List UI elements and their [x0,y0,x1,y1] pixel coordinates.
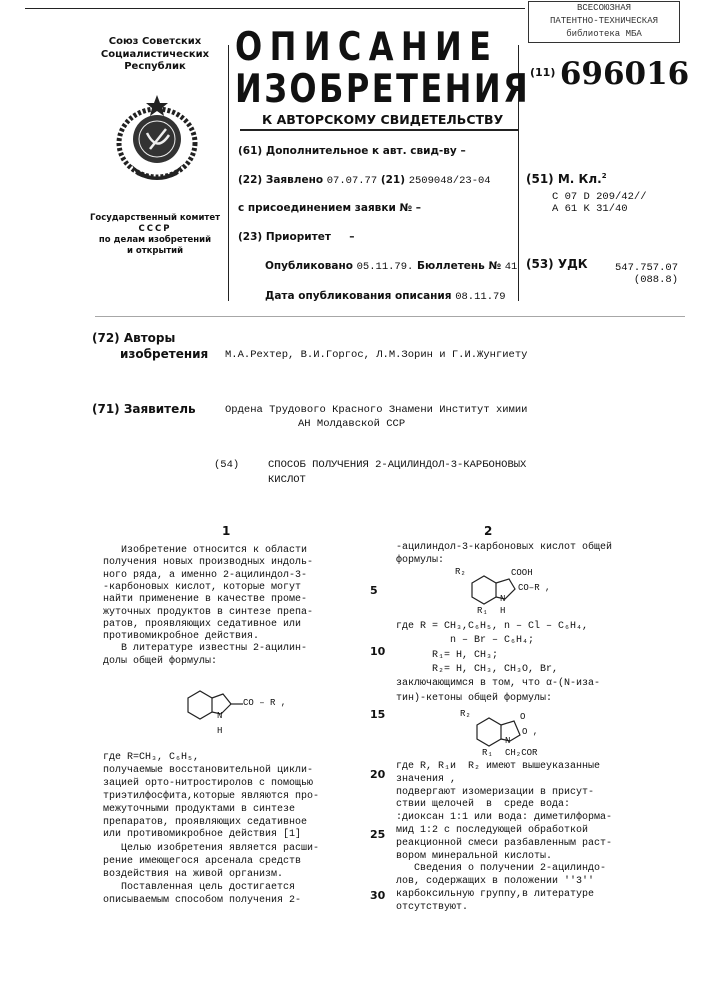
field-51 [526,172,607,186]
invention-title-code: (54) [214,459,239,471]
text-line: тин)-кетоны общей формулы: [396,693,552,705]
field-sup: 2 [602,172,607,180]
invention-title-line: КИСЛОТ [268,474,306,486]
udc-code: (088.8) [600,274,678,286]
field-desc-date [265,290,506,303]
text-line: жуточных продуктов в синтезе препа- [103,607,313,619]
formula-atom: R₂ [460,709,471,720]
column-number-2: 2 [484,524,492,538]
header-bottom-rule [95,316,685,317]
formula-2-acylindole [183,686,333,738]
stamp-line: ВСЕСОЮЗНАЯ [529,2,679,15]
text-line: n – Br – C₆H₄; [396,635,534,647]
text-line: ствии щелочей в среде вода: [396,799,570,811]
field-value: 41 [505,261,518,273]
formula-group: CO – R , [243,698,286,709]
text-line: реакционной смеси разбавленным раст- [396,838,612,850]
field-22-21 [238,174,491,187]
ipc-code: A 61 K 31/40 [552,203,647,215]
ipc-codes [552,191,647,215]
field-value: 05.11.79. [357,261,414,273]
committee-line: по делам изобретений [80,235,230,246]
formula-atom: H [500,606,505,617]
applicant-label: (71) Заявитель [92,402,196,416]
field-published [265,260,517,273]
text-line: карбоксильную группу,в литературе [396,889,594,901]
formula-isatin-ketone [460,709,610,759]
formula-atom: O [520,712,525,723]
line-number: 20 [370,768,385,781]
field-label: Дата опубликования описания [265,290,452,302]
field-join [238,202,421,214]
text-line: получаемые восстановительной цикли- [103,765,313,777]
field-23 [238,231,354,243]
applicant-line: Ордена Трудового Красного Знамени Институт химии [225,404,527,416]
text-line: ного ряда, а именно 2-ацилиндол-3- [103,570,307,582]
text-line: где R=CH₃, C₆H₅, [103,752,199,764]
text-line: противомикробное действия. [103,631,259,643]
field-53 [526,257,588,271]
text-line: рение имеющегося арсенала средств [103,856,301,868]
field-value: 2509048/23-04 [409,175,491,187]
committee-line: и открытий [80,246,230,257]
stamp-line: библиотека МБА [529,28,679,41]
text-line: -карбоновых кислот, которые могут [103,582,301,594]
formula-atom: R₂ [455,567,466,578]
field-value: – [349,231,354,243]
text-line: формулы: [396,555,444,567]
doc-title-line2: ИЗОБРЕТЕНИЯ [235,70,473,110]
text-line: Поставленная цель достигается [103,882,295,894]
line-number: 10 [370,645,385,658]
patent-number [530,56,689,92]
text-line: Сведения о получении 2-ацилиндо- [396,863,606,875]
text-line: заключающимся в том, что α-(N-иза- [396,678,600,690]
field-label: (21) [381,174,405,186]
library-stamp [528,1,680,43]
country-line: Социалистических [80,49,230,62]
text-line: R₁= H, CH₃; [396,650,498,662]
text-line: В литературе известны 2-ацилин- [103,643,307,655]
stamp-line: ПАТЕНТНО-ТЕХНИЧЕСКАЯ [529,15,679,28]
text-line: :диоксан 1:1 или вода: диметилформа- [396,812,612,824]
formula-atom: H [217,726,222,737]
applicant-line: АН Молдавской ССР [298,418,405,430]
text-line: описываемым способом получения 2- [103,895,301,907]
text-line: R₂= H, CH₃, CH₃O, Br, [396,664,558,676]
field-61 [238,145,466,157]
committee-line: Государственный комитет [80,213,230,224]
text-line: -ацилиндол-3-карбоновых кислот общей [396,542,612,554]
patent-page [0,0,707,1000]
text-line: значения , [396,774,456,786]
formula-atom: N [217,711,222,722]
text-line: где R, R₁и R₂ имеют вышеуказанные [396,761,600,773]
text-line: Целью изобретения является расши- [103,843,319,855]
field-value: 08.11.79 [455,291,505,303]
country-line: Республик [80,61,230,74]
text-line: воздействия на живой организм. [103,869,283,881]
doc-subtitle: К АВТОРСКОМУ СВИДЕТЕЛЬСТВУ [262,112,503,127]
field-label: (22) Заявлено [238,174,323,186]
subtitle-rule [240,129,518,131]
number-value: 696016 [560,56,689,92]
text-line: где R = CH₃,C₆H₅, n – Cl – C₆H₄, [396,621,588,633]
formula-atom: R₁ [477,606,488,617]
doc-title-line1: ОПИСАНИЕ [235,28,473,68]
field-value: – [416,202,421,214]
formula-atom: O , [522,727,538,738]
field-label: Опубликовано [265,260,353,272]
text-line: ратов, проявляющих седативное или [103,619,301,631]
field-label: (51) М. Кл. [526,172,602,186]
field-label: (61) Дополнительное к авт. свид-ву [238,145,457,157]
text-line: подвергают изомеризации в присут- [396,787,594,799]
country-line: Союз Советских [80,36,230,49]
text-line: или противомикробное действия [1] [103,829,301,841]
text-line: зацией орто-нитростиролов с помощью [103,778,313,790]
formula-atom: N [505,736,510,747]
field-label: (23) Приоритет [238,231,331,243]
committee-line: СССР [80,224,230,235]
country-name [80,36,230,74]
field-label: Бюллетень № [417,260,501,272]
invention-title-line: СПОСОБ ПОЛУЧЕНИЯ 2-АЦИЛИНДОЛ-3-КАРБОНОВЫХ [268,459,526,471]
formula-group: CH₂COR [505,748,537,759]
line-number: 15 [370,708,385,721]
text-line: Изобретение относится к области [103,545,307,557]
text-line: препаратов, проявляющих седативное [103,817,307,829]
text-line: получения новых производных индоль- [103,557,313,569]
formula-group: COOH [511,568,533,579]
text-line: межуточными продуктами в синтезе [103,804,295,816]
line-number: 30 [370,889,385,902]
text-line: найти применение в качестве проме- [103,594,307,606]
line-number: 5 [370,584,378,597]
text-line: долы общей формулы: [103,656,217,668]
committee-name [80,213,230,257]
number-code: (11) [530,66,555,79]
text-line: отсутствуют. [396,902,468,914]
line-number: 25 [370,828,385,841]
field-value: – [460,145,465,157]
text-line: вором минеральной кислоты. [396,851,552,863]
udc-code: 547.757.07 [600,262,678,274]
formula-atom: N [500,594,505,605]
field-value: 07.07.77 [327,175,377,187]
ipc-code: C 07 D 209/42// [552,191,647,203]
authors-label-2: изобретения [120,347,208,361]
text-line: мид 1:2 с последующей обработкой [396,825,588,837]
text-line: лов, содержащих в положении ''3'' [396,876,594,888]
top-rule [25,8,525,9]
formula-atom: R₁ [482,748,493,759]
authors-label: (72) Авторы [92,331,175,345]
ussr-emblem [112,93,202,190]
text-line: триэтилфосфита,которые являются про- [103,791,319,803]
udc-codes [600,262,678,286]
formula-group: CO–R , [518,583,550,594]
field-label: с присоединением заявки № [238,202,412,214]
column-number-1: 1 [222,524,230,538]
authors-names: М.А.Рехтер, В.И.Горгос, Л.М.Зорин и Г.И.Жунгиету [225,349,527,361]
field-label: (53) УДК [526,257,588,271]
formula-acylindole-carboxylic-acid [455,567,605,617]
divider-left [228,45,229,301]
